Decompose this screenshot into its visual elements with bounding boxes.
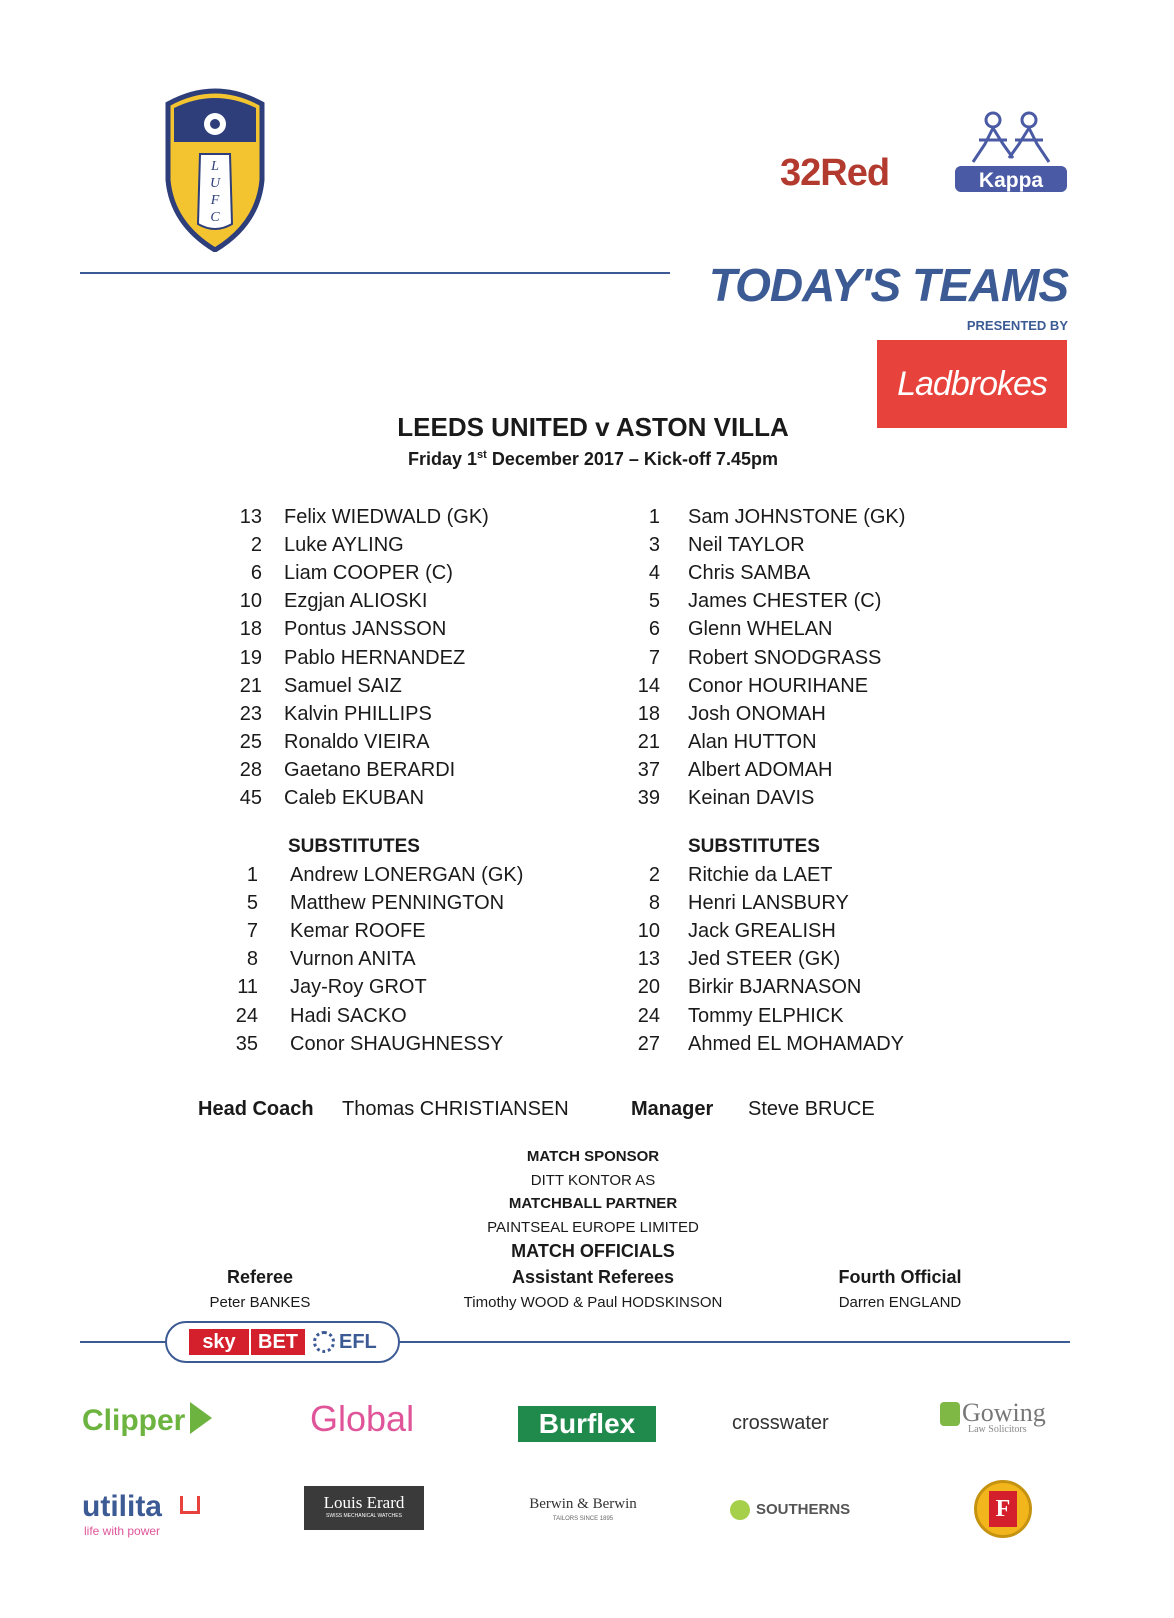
player-number: 11: [237, 976, 258, 999]
crosswater-logo: crosswater: [732, 1412, 829, 1434]
svg-text:C: C: [210, 210, 220, 225]
bet-logo: BET: [251, 1329, 305, 1355]
player-name: Kalvin PHILLIPS: [284, 702, 432, 725]
player-number: 6: [648, 618, 660, 641]
player-name: Felix WIEDWALD (GK): [284, 506, 489, 528]
player-number: 14: [637, 674, 660, 697]
utilita-house-icon: [180, 1496, 200, 1514]
player-name: Gaetano BERARDI: [284, 758, 456, 781]
assistant-referees-names: Timothy WOOD & Paul HODSKINSON: [463, 1294, 723, 1311]
player-number: 5: [648, 590, 660, 613]
header-rule: [80, 272, 670, 274]
player-number: 21: [637, 730, 660, 753]
player-name: Jed STEER (GK): [688, 948, 841, 971]
berwin-logo: Berwin & Berwin: [529, 1496, 637, 1512]
player-name: Keinan DAVIS: [688, 787, 815, 809]
player-number: 39: [637, 787, 660, 809]
match-sponsor-name: DITT KONTOR AS: [530, 1172, 656, 1189]
match-sponsor-label: MATCH SPONSOR: [526, 1148, 660, 1165]
player-number: 2: [648, 864, 660, 886]
player-name: Henri LANSBURY: [688, 892, 849, 915]
player-name: Jay-Roy GROT: [290, 976, 427, 999]
player-number: 1: [246, 864, 258, 886]
assistant-referees-label: Assistant Referees: [511, 1267, 675, 1287]
clipper-logo: Clipper: [82, 1404, 186, 1437]
player-number: 20: [637, 976, 660, 999]
player-name: Pablo HERNANDEZ: [284, 646, 466, 669]
player-number: 27: [637, 1032, 660, 1055]
player-name: Jack GREALISH: [688, 920, 836, 943]
player-name: Sam JOHNSTONE (GK): [688, 506, 906, 528]
southerns-logo: SOUTHERNS: [756, 1501, 851, 1518]
player-name: James CHESTER (C): [688, 590, 882, 613]
player-number: 5: [246, 892, 258, 915]
svg-text:L: L: [211, 159, 219, 174]
player-number: 18: [637, 702, 660, 725]
gowing-logo: Gowing: [962, 1398, 1046, 1427]
player-number: 3: [648, 534, 660, 557]
player-number: 13: [239, 506, 262, 528]
home-subs-heading: SUBSTITUTES: [288, 836, 420, 857]
player-number: 19: [239, 646, 262, 669]
referee-name: Peter BANKES: [209, 1294, 311, 1311]
player-number: 21: [239, 674, 262, 697]
player-name: Conor SHAUGHNESSY: [290, 1032, 504, 1055]
player-number: 10: [239, 590, 262, 613]
player-number: 13: [637, 948, 660, 971]
match-date: Friday 1st December 2017 – Kick-off 7.45pm: [408, 449, 778, 469]
berwin-sub: TAILORS SINCE 1895: [552, 1516, 614, 1522]
player-number: 35: [235, 1032, 258, 1055]
player-number: 4: [648, 562, 660, 585]
svg-text:U: U: [209, 176, 221, 191]
svg-text:F: F: [210, 193, 220, 208]
ladbrokes-logo: Ladbrokes: [877, 340, 1067, 428]
player-number: 37: [637, 758, 660, 781]
player-number: 18: [239, 618, 262, 641]
gowing-mark-icon: [940, 1402, 960, 1426]
utilita-tagline: life with power: [84, 1524, 161, 1538]
player-name: Chris SAMBA: [688, 562, 811, 585]
player-name: Josh ONOMAH: [688, 702, 826, 725]
page-title: TODAY'S TEAMS: [708, 259, 1068, 311]
player-name: Luke AYLING: [284, 534, 404, 557]
manager-label: Manager: [631, 1098, 714, 1120]
player-number: 7: [648, 646, 660, 669]
sky-logo: sky: [189, 1329, 249, 1355]
player-number: 2: [250, 534, 262, 557]
player-name: Neil TAYLOR: [688, 534, 805, 557]
burflex-logo: Burflex: [518, 1406, 656, 1442]
player-name: Albert ADOMAH: [688, 758, 833, 781]
player-name: Hadi SACKO: [290, 1004, 407, 1027]
player-name: Ronaldo VIEIRA: [284, 730, 430, 753]
head-coach-label: Head Coach: [198, 1098, 314, 1120]
fosters-f-icon: F: [989, 1491, 1017, 1527]
player-name: Tommy ELPHICK: [688, 1004, 844, 1027]
player-number: 10: [637, 920, 660, 943]
player-name: Andrew LONERGAN (GK): [290, 864, 524, 886]
player-number: 28: [239, 758, 262, 781]
player-number: 45: [239, 787, 262, 809]
efl-ball-icon: [313, 1331, 335, 1353]
player-name: Liam COOPER (C): [284, 562, 453, 585]
player-number: 24: [235, 1004, 258, 1027]
kappa-figures-icon: [955, 110, 1067, 166]
player-number: 1: [648, 506, 660, 528]
efl-logo: EFL: [339, 1331, 377, 1353]
louis-erard-wordmark: Louis Erard: [323, 1493, 405, 1512]
player-name: Samuel SAIZ: [284, 674, 402, 697]
utilita-logo: utilita: [82, 1490, 162, 1523]
away-subs-heading: SUBSTITUTES: [688, 836, 820, 857]
player-name: Conor HOURIHANE: [688, 674, 869, 697]
matchball-partner-label: MATCHBALL PARTNER: [508, 1195, 678, 1212]
player-name: Ahmed EL MOHAMADY: [688, 1032, 904, 1055]
player-number: 6: [250, 562, 262, 585]
southerns-mark-icon: [730, 1500, 750, 1520]
kappa-wordmark: Kappa: [955, 166, 1067, 192]
manager-name: Steve BRUCE: [748, 1098, 875, 1120]
player-name: Vurnon ANITA: [290, 948, 416, 971]
player-name: Matthew PENNINGTON: [290, 892, 505, 915]
player-name: Caleb EKUBAN: [284, 787, 425, 809]
player-name: Glenn WHELAN: [688, 618, 833, 641]
clipper-arrow-icon: [190, 1402, 212, 1434]
player-name: Kemar ROOFE: [290, 920, 426, 943]
louis-erard-sub: SWISS MECHANICAL WATCHES: [326, 1513, 402, 1519]
global-logo: Global: [310, 1398, 415, 1439]
fourth-official-label: Fourth Official: [838, 1267, 962, 1287]
louis-erard-logo: [304, 1486, 424, 1530]
gowing-sub: Law Solicitors: [968, 1424, 1027, 1435]
player-number: 8: [246, 948, 258, 971]
player-name: Ritchie da LAET: [688, 864, 833, 886]
match-title: LEEDS UNITED v ASTON VILLA: [397, 412, 789, 442]
sponsor-32red-logo: 32Red: [780, 152, 890, 194]
player-number: 8: [648, 892, 660, 915]
presented-by-label: PRESENTED BY: [966, 318, 1068, 333]
sky-bet-efl-badge: [165, 1321, 400, 1363]
matchball-partner-name: PAINTSEAL EUROPE LIMITED: [487, 1219, 699, 1236]
kappa-logo: [955, 110, 1067, 196]
player-name: Alan HUTTON: [688, 730, 817, 753]
player-name: Ezgjan ALIOSKI: [284, 590, 428, 613]
player-number: 7: [246, 920, 258, 943]
match-officials-label: MATCH OFFICIALS: [511, 1241, 675, 1261]
referee-label: Referee: [226, 1267, 294, 1287]
player-number: 25: [239, 730, 262, 753]
player-name: Birkir BJARNASON: [688, 976, 862, 999]
player-number: 24: [637, 1004, 660, 1027]
club-crest: [160, 84, 270, 252]
head-coach-name: Thomas CHRISTIANSEN: [342, 1098, 569, 1120]
fourth-official-name: Darren ENGLAND: [838, 1294, 962, 1311]
fosters-logo: [974, 1480, 1032, 1538]
player-name: Robert SNODGRASS: [688, 646, 882, 669]
player-number: 23: [239, 702, 262, 725]
player-name: Pontus JANSSON: [284, 618, 447, 641]
